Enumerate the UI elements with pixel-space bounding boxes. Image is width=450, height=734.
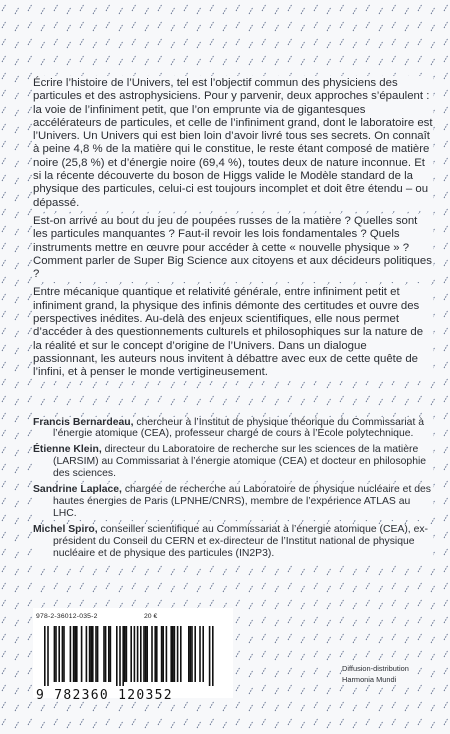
barcode-bar: [119, 626, 121, 686]
barcode-bar: [122, 626, 124, 686]
author-entry: [33, 444, 433, 480]
price-label: 20 €: [144, 613, 158, 620]
barcode-bar: [202, 626, 204, 682]
barcode-bar: [177, 626, 179, 682]
barcode-bar: [126, 626, 128, 682]
barcode-bar: [180, 626, 182, 682]
distributor-name: Harmonia Mundi: [342, 674, 397, 684]
barcode-bar: [70, 626, 72, 682]
barcode-bar: [44, 626, 46, 686]
barcode-bar: [74, 626, 76, 682]
author-bio: chercheur à l’Institut de physique théorique du Commissariat à l’énergie atomique (CEA), professeur chargé de cours à l’École polytechnique.: [53, 416, 424, 440]
barcode-bar: [170, 626, 172, 682]
author-list: [33, 417, 433, 560]
author-bio: conseiller scientifique au Commissariat à l’énergie atomique (CEA), ex-président du Conseil du CERN et ex-directeur de l’Institut national de physique nucléaire et de physique des particules (IN2P3).: [53, 523, 429, 559]
barcode-bar: [95, 626, 97, 682]
barcode-bar: [105, 626, 107, 682]
barcode-bar: [92, 626, 94, 682]
barcode-bar: [81, 626, 83, 682]
isbn-label: 978-2-36012-035-2: [36, 613, 98, 620]
distribution-info: [342, 664, 409, 685]
barcode-bar: [110, 626, 112, 682]
barcode-bar: [172, 626, 174, 682]
author-bio: directeur du Laboratoire de recherche sur les sciences de la matière (LARSIM) au Commissariat à l’énergie atomique (CEA) et docteur en philosophie des sciences.: [53, 444, 427, 480]
barcode-bar: [154, 626, 156, 682]
summary-paragraph-3: Entre mécanique quantique et relativité générale, entre infiniment petit et infiniment grand, la physique des infinis démonte des certitudes et ouvre des perspectives inédites. Au-delà des enjeux scientifiques, elle nous permet d’accéder à des questionnements culturels et philosophiques sur la nature de la réalité et sur le concept d’origine de l’Univers. Dans un dialogue passionnant, les auteurs nous invitent à débattre avec eux de cette quête de l’infini, et à penser le monde vertigineusement.: [33, 285, 433, 380]
barcode-bar: [55, 626, 57, 682]
barcode-digits: 9 782360 120352: [36, 688, 173, 703]
back-cover-content: [33, 76, 433, 564]
barcode-bar: [194, 626, 196, 682]
barcode-bar: [130, 626, 132, 682]
summary-paragraph-1: Écrire l’histoire de l’Univers, tel est l’objectif commun des physiciens des particules et des astrophysiciens. Pour y parvenir, deux approches s’épaulent : la voie de l’infiniment petit, que l’on emprunte via de gigantesques accélérateurs de particules, et celle de l’infiniment grand, dont le laboratoire est l’Univers. Un Univers qui est bien loin d’avoir livré tous ses secrets. On connaît à peine 4,8 % de la matière qui le constitue, le reste étant composé de matière noire (25,8 %) et d’énergie noire (69,4 %), toutes deux de nature inconnue. Et si la récente découverte du boson de Higgs valide le Modèle standard de la physique des particules, celui-ci est toujours incomplet et doit être étendu – ou dépassé.: [33, 76, 433, 211]
author-entry: [33, 484, 433, 520]
barcode-bar: [54, 626, 56, 682]
barcode-bar: [89, 626, 91, 682]
barcode-bar: [63, 626, 65, 682]
barcode-bar: [58, 626, 60, 682]
barcode-bar: [209, 626, 211, 686]
barcode-bar: [47, 626, 49, 686]
barcode-bar: [143, 626, 145, 682]
author-bio: chargée de recherche au Laboratoire de physique nucléaire et des hautes énergies de Paris (LPNHE/CNRS), membre de l’expérience ATLAS au LHC.: [53, 484, 431, 519]
barcode-bar: [162, 626, 164, 682]
barcode-bar: [140, 626, 142, 682]
barcode-bar: [151, 626, 153, 682]
barcode-bar: [116, 626, 118, 686]
barcode-bar: [156, 626, 158, 682]
author-name: Michel Spiro,: [33, 523, 98, 535]
barcode-bar: [124, 626, 126, 682]
barcode-bar: [76, 626, 78, 682]
barcode-bar: [134, 626, 136, 682]
barcode-bar: [174, 626, 176, 682]
author-name: Sandrine Laplace,: [33, 484, 122, 496]
barcode-icon: [44, 626, 224, 686]
barcode-bar: [191, 626, 193, 682]
barcode-bar: [166, 626, 168, 682]
author-entry: [33, 417, 433, 441]
barcode-bar: [103, 626, 105, 682]
barcode-bar: [137, 626, 139, 682]
barcode-bar: [62, 626, 64, 682]
author-entry: [33, 524, 433, 560]
barcode-bar: [161, 626, 163, 682]
barcode-bar: [145, 626, 147, 682]
barcode-bar: [73, 626, 75, 682]
barcode-bar: [146, 626, 148, 682]
barcode-bar: [190, 626, 192, 682]
barcode-bar: [97, 626, 99, 682]
barcode-bar: [108, 626, 110, 682]
distribution-line: Diffusion-distribution: [342, 664, 409, 673]
barcode-bar: [199, 626, 201, 682]
barcode-bar: [90, 626, 92, 682]
summary-paragraph-2: Est-on arrivé au bout du jeu de poupées russes de la matière ? Quelles sont les particules manquantes ? Faut-il revoir les lois fondamentales ? Quels instruments mettre en œuvre pour accéder à cette « nouvelle physique » ? Comment parler de Super Big Science aux citoyens et aux décideurs politiques ?: [33, 214, 433, 282]
barcode-bar: [86, 626, 88, 682]
barcode-bar: [188, 626, 190, 682]
author-name: Étienne Klein,: [33, 444, 102, 456]
barcode-bar: [212, 626, 214, 686]
author-name: Francis Bernardeau,: [33, 416, 134, 428]
